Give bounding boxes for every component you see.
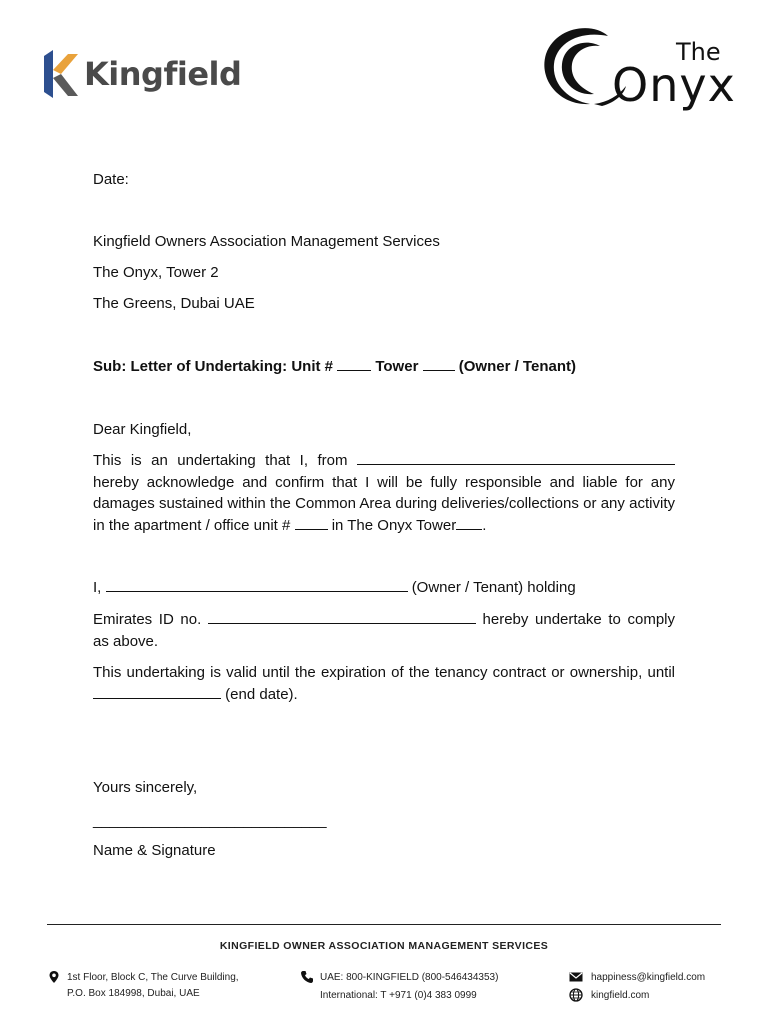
brand-name: Kingfield — [84, 55, 242, 93]
kingfield-k-icon — [44, 50, 80, 98]
signature-label: Name & Signature — [93, 842, 216, 859]
para1-start: This is an undertaking that I, from — [93, 452, 348, 469]
para2-holding: (Owner / Tenant) holding — [411, 579, 576, 596]
onyx-logo — [538, 24, 738, 110]
footer-address — [67, 970, 239, 1002]
para4-text: This undertaking is valid until the expiration of the tenancy contract or ownership, until — [93, 664, 675, 681]
phone-icon — [300, 970, 314, 989]
paragraph-emirates-id — [93, 609, 675, 652]
para2-start: I, — [93, 579, 102, 596]
subject-tower: Tower — [375, 358, 419, 375]
kingfield-logo — [44, 50, 241, 98]
footer-phones — [320, 970, 498, 1004]
footer-title: KINGFIELD OWNER ASSOCIATION MANAGEMENT SERVICES — [219, 940, 549, 952]
recipient-line-3: The Greens, Dubai UAE — [93, 295, 255, 312]
location-icon — [47, 970, 61, 989]
signature-line: ____________________________ — [93, 812, 327, 829]
holder-name-blank — [106, 577, 408, 592]
tower-blank — [423, 356, 455, 371]
phone-line-1: UAE: 800-KINGFIELD (800-546434353) — [320, 972, 499, 983]
globe-icon — [569, 988, 583, 1007]
email-icon — [569, 970, 583, 989]
paragraph-validity — [93, 662, 675, 705]
subject-line — [93, 356, 675, 378]
recipient-line-1: Kingfield Owners Association Management Services — [93, 233, 440, 250]
closing: Yours sincerely, — [93, 779, 198, 796]
date-label: Date: — [93, 171, 129, 188]
unit-number-blank — [295, 515, 328, 530]
paragraph-holder — [93, 577, 675, 599]
address-line-1: 1st Floor, Block C, The Curve Building, — [67, 972, 239, 983]
onyx-the-label: The — [676, 38, 721, 66]
footer-divider — [47, 924, 721, 925]
tower-number-blank — [456, 515, 482, 530]
phone-line-2: International: T +971 (0)4 383 0999 — [320, 990, 477, 1001]
para3-end: hereby undertake to comply as above. — [93, 611, 675, 650]
recipient-line-2: The Onyx, Tower 2 — [93, 264, 219, 281]
address-line-2: P.O. Box 184998, Dubai, UAE — [67, 988, 200, 999]
footer-email[interactable]: happiness@kingfield.com — [591, 972, 706, 983]
paragraph-undertaking — [93, 450, 675, 536]
onyx-name: Onyx — [612, 58, 736, 112]
para3-start: Emirates ID no. — [93, 611, 202, 628]
name-blank — [357, 450, 675, 465]
para4-end: (end date). — [225, 685, 298, 703]
subject-suffix: (Owner / Tenant) — [458, 358, 576, 375]
subject-prefix: Sub: Letter of Undertaking: Unit # — [93, 358, 333, 375]
footer-website[interactable]: kingfield.com — [591, 990, 650, 1001]
unit-blank — [337, 356, 371, 371]
para1-mid: in The Onyx Tower — [331, 516, 457, 534]
para1-end: . — [482, 516, 487, 534]
para1-rest: hereby acknowledge and confirm that I will be fully responsible and liable for any damages sustained within the Common Area during deliveries/collections or any activity in the apartment / office unit # — [93, 473, 675, 534]
salutation: Dear Kingfield, — [93, 421, 192, 438]
end-date-blank — [93, 684, 221, 699]
emirates-id-blank — [208, 609, 476, 624]
